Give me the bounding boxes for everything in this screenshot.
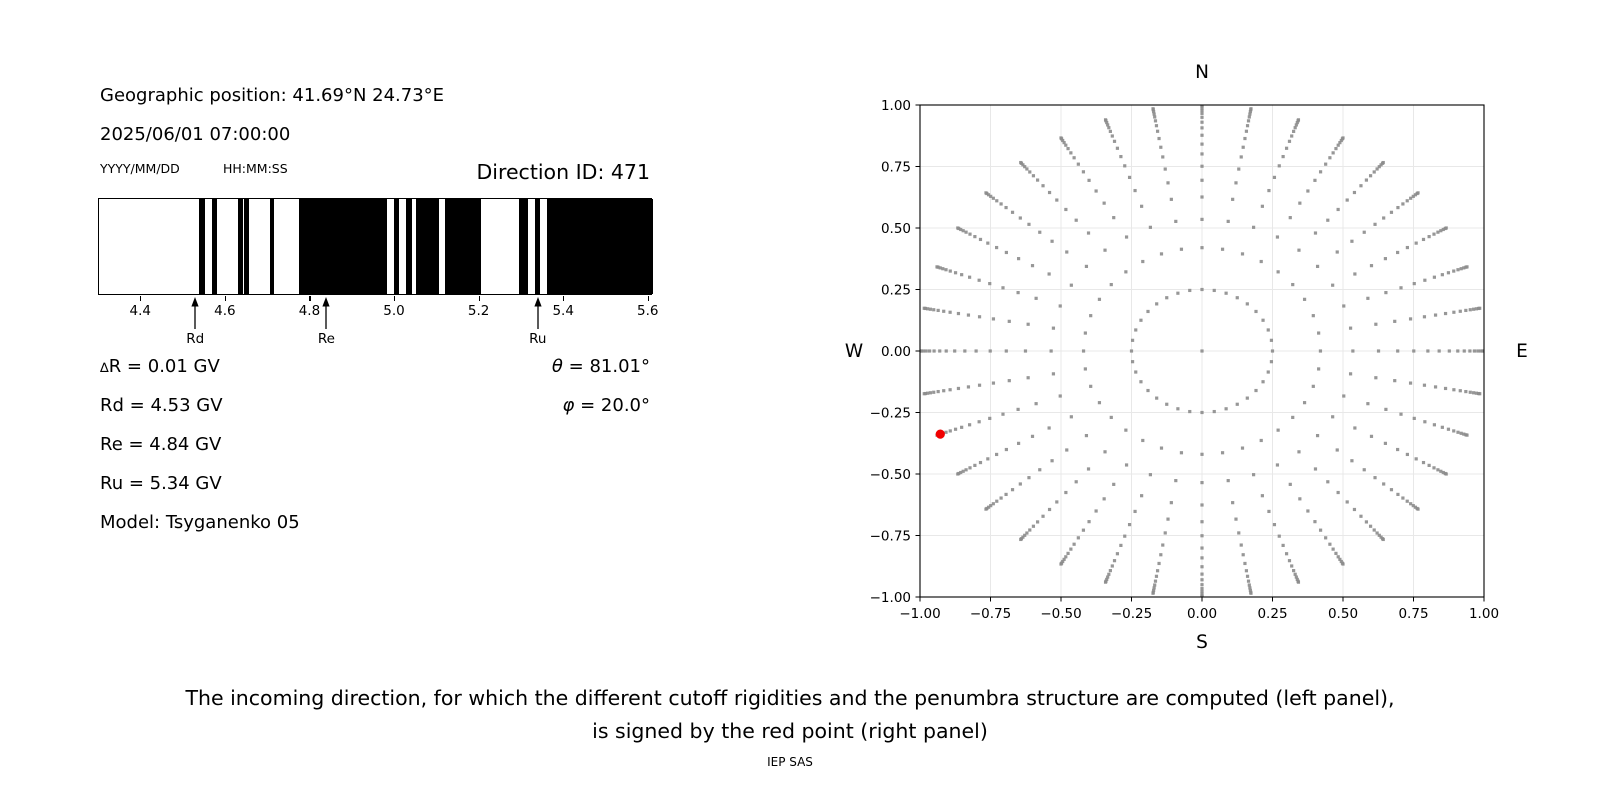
penumbra-axis — [98, 295, 659, 355]
up-arrow-icon — [531, 297, 545, 330]
x-tick-label: 1.00 — [1468, 606, 1500, 622]
direction-scatter-plot — [800, 30, 1540, 680]
time-format-hint: HH:MM:SS — [223, 161, 288, 176]
x-tick-label: −0.25 — [1110, 606, 1153, 622]
up-arrow-icon — [319, 297, 333, 330]
penumbra-band — [238, 199, 243, 294]
penumbra-band — [535, 199, 541, 294]
direction-id-text: Direction ID: 471 — [476, 160, 650, 184]
caption-line1: The incoming direction, for which the different cutoff rigidities and the penumbra structure are computed (left panel), — [185, 686, 1395, 710]
penumbra-band — [394, 199, 399, 294]
arrow-label-re: Re — [317, 331, 335, 347]
y-tick-label: −0.75 — [869, 528, 911, 545]
x-tick-label: 4.8 — [298, 303, 321, 319]
penumbra-band — [519, 199, 528, 294]
x-tick-label: 0.25 — [1257, 606, 1288, 622]
penumbra-band — [270, 199, 274, 294]
theta-value: θ = 81.01° — [551, 356, 650, 377]
x-tick-label: 5.0 — [383, 303, 405, 319]
east-label: E — [1516, 341, 1528, 362]
ru-value: Ru = 5.34 GV — [100, 473, 222, 494]
x-tick — [140, 296, 141, 301]
x-tick-label: −0.50 — [1040, 606, 1082, 622]
credit-text: IEP SAS — [767, 755, 813, 769]
date-format-hint: YYYY/MM/DD — [100, 161, 180, 176]
x-tick-label: 0.75 — [1398, 606, 1429, 622]
y-tick-label: −0.25 — [869, 405, 911, 422]
x-tick-label: 4.4 — [129, 303, 152, 319]
theta-symbol: θ — [551, 356, 563, 377]
penumbra-band — [244, 199, 249, 294]
penumbra-band — [299, 199, 387, 294]
arrow-label-rd: Rd — [186, 331, 205, 347]
selected-direction-red-point — [936, 430, 945, 439]
y-tick-label: 0.50 — [880, 220, 911, 237]
datetime-text: 2025/06/01 07:00:00 — [100, 124, 291, 145]
phi-value: φ = 20.0° — [562, 395, 650, 416]
x-tick-label: 5.4 — [552, 303, 574, 319]
x-tick-label: 0.00 — [1186, 606, 1218, 622]
x-tick-label: 5.6 — [637, 303, 659, 319]
penumbra-band — [212, 199, 217, 294]
delta-symbol: ∆ — [100, 361, 109, 376]
y-tick-label: −0.50 — [869, 466, 911, 483]
penumbra-barcode-plot — [98, 198, 652, 295]
x-tick — [563, 296, 564, 301]
y-tick-label: 0.00 — [880, 343, 911, 360]
y-tick-label: 0.25 — [880, 282, 911, 299]
caption-line2: is signed by the red point (right panel) — [592, 719, 988, 743]
x-tick-label: 0.50 — [1327, 606, 1359, 622]
re-value: Re = 4.84 GV — [100, 434, 222, 455]
rd-value: Rd = 4.53 GV — [100, 395, 223, 416]
x-tick-label: −1.00 — [899, 606, 941, 622]
y-tick-label: −1.00 — [869, 589, 911, 606]
x-tick — [394, 296, 395, 301]
x-tick — [309, 296, 310, 301]
y-tick-label: 0.75 — [880, 159, 911, 176]
x-tick-label: 4.6 — [214, 303, 236, 319]
x-tick — [648, 296, 649, 301]
model-text: Model: Tsyganenko 05 — [100, 512, 300, 533]
x-tick-label: 5.2 — [467, 303, 490, 319]
south-label: S — [1196, 632, 1208, 653]
up-arrow-icon — [188, 297, 202, 330]
north-label: N — [1195, 62, 1209, 83]
penumbra-band — [406, 199, 412, 294]
x-tick — [479, 296, 480, 301]
penumbra-band — [445, 199, 482, 294]
phi-symbol: φ — [562, 395, 575, 416]
penumbra-band — [199, 199, 205, 294]
arrow-label-ru: Ru — [529, 331, 547, 347]
x-tick-label: −0.75 — [969, 606, 1012, 622]
geographic-position-text: Geographic position: 41.69°N 24.73°E — [100, 85, 445, 106]
west-label: W — [844, 341, 864, 362]
x-tick — [225, 296, 226, 301]
penumbra-band — [547, 199, 653, 294]
y-tick-label: 1.00 — [880, 97, 911, 114]
delta-r-value: ∆R = 0.01 GV — [100, 356, 220, 377]
penumbra-band — [416, 199, 440, 294]
